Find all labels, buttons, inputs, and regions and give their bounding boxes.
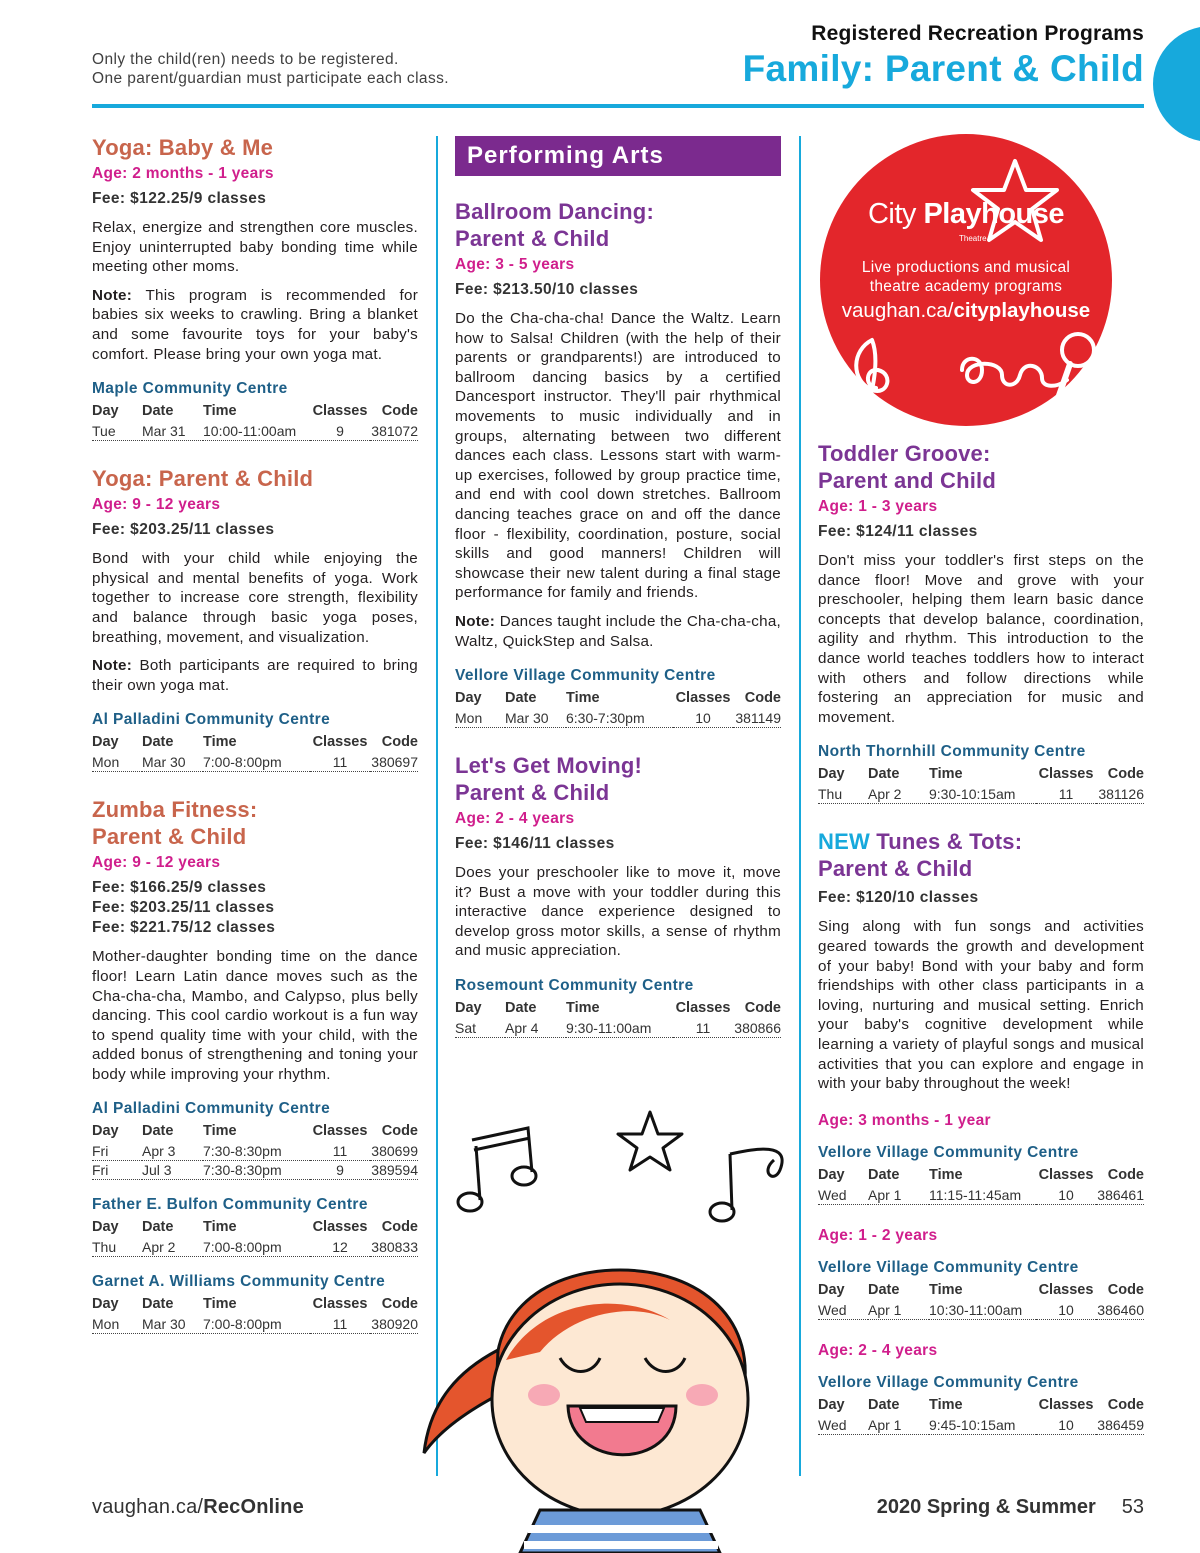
col-day: Day [92,1219,119,1236]
program-description: Sing along with fun songs and activities geared towards the growth and development of your baby! Bond with your baby and form friendships with other class participants in a loving, nurturing and musical setting. Enrich your baby's cognitive development while learning a variety of playful songs and musical activities that you can explore and engage in with your baby throughout the week! [818,918,1144,1093]
col-code: Code [1107,1166,1144,1183]
col-date: Date [142,1296,174,1313]
program-description: Mother-daughter bonding time on the dance floor! Learn Latin dance moves such as the Cha-cha-cha, Mambo, and Calypso, plus belly dancing. This cool cardio workout is a fun way to spend quality time with your child, with the added bonus of strengthening and toning your body while improving your rhythm. [92,948,418,1083]
col-date: Date [142,734,174,751]
location-name: Vellore Village Community Centre [818,1258,1079,1276]
star-icon [618,1112,682,1170]
cell-time: 7:00-8:00pm [203,1238,310,1257]
cell-day: Mon [92,1315,142,1334]
schedule-row [92,1238,418,1257]
cell-date: Mar 30 [142,1315,203,1334]
col-classes: Classes [1038,1166,1094,1183]
col-code: Code [1107,1281,1144,1298]
program-fee: Fee: $146/11 classes [455,835,615,853]
promo-url-link[interactable] [820,299,1112,323]
program-age: Age: 9 - 12 years [92,854,221,872]
program-age: Age: 1 - 2 years [818,1226,938,1244]
program-title-line1: Let's Get Moving! [455,753,643,779]
col-classes: Classes [675,1000,731,1017]
program-note [92,286,418,364]
col-date: Date [868,1281,900,1298]
col-day: Day [455,1000,482,1017]
schedule-row [455,709,781,728]
cell-date: Jul 3 [142,1161,203,1180]
program-title-line2: Parent & Child [818,856,973,882]
program-title: Yoga: Parent & Child [92,466,314,492]
col-code: Code [1107,1396,1144,1413]
schedule-row [818,1416,1144,1435]
music-note-icon [458,1128,536,1211]
schedule-header-row [92,1122,418,1142]
program-title-line2: Parent & Child [92,824,247,850]
col-time: Time [929,1166,963,1183]
promo-theatre-label: Theatre [959,234,987,243]
footer-edition [877,1496,1144,1519]
note-label: Note: [92,657,133,675]
schedule-header-row [92,733,418,753]
schedule-row [92,1142,418,1161]
new-badge: NEW [818,829,870,855]
promo-text-line1: Live productions and musical [861,259,1071,276]
schedule-header-row [455,689,781,709]
cell-date: Apr 3 [142,1142,203,1161]
cell-date: Apr 2 [868,785,929,804]
schedule-header-row [92,1218,418,1238]
col-time: Time [203,1123,237,1140]
cell-classes: 11 [310,1315,370,1334]
cell-time: 7:00-8:00pm [203,1315,310,1334]
program-description: Bond with your child while enjoying the physical and mental benefits of yoga. Work together to increase core strength, flexibility and balance through basic yoga poses, breathing, movement, and visualization. [92,550,418,646]
music-note-icon [710,1149,782,1221]
cell-day: Mon [455,709,505,728]
col-date: Date [505,1000,537,1017]
schedule-table [92,1295,418,1334]
promo-brand [820,198,1112,231]
schedule-header-row [818,765,1144,785]
cell-date: Mar 30 [142,753,203,772]
schedule-row [92,1315,418,1334]
program-yoga-baby-me [92,134,418,441]
col-time: Time [203,403,237,420]
header-divider [92,104,1144,108]
page-number: 53 [1121,1496,1144,1518]
schedule-row [455,1019,781,1038]
location-name: Garnet A. Williams Community Centre [92,1273,386,1291]
col-day: Day [92,734,119,751]
col-code: Code [744,690,781,707]
footer-url-link[interactable] [92,1496,304,1519]
cell-classes: 12 [310,1238,370,1257]
schedule-row [818,1301,1144,1320]
cell-date: Apr 1 [868,1301,929,1320]
note-text: Dances taught include the Cha-cha-cha, Waltz, QuickStep and Salsa. [455,612,781,650]
schedule-header-row [92,402,418,422]
cell-code: 386460 [1097,1301,1144,1318]
col-code: Code [744,1000,781,1017]
location-name: Vellore Village Community Centre [455,667,716,685]
col-date: Date [868,766,900,783]
cell-classes: 10 [673,709,733,728]
page-header [743,22,1144,90]
program-description: Does your preschooler like to move it, move it? Bust a move with your toddler during this interactive dance experience designed to develop gross motor skills, a sense of rhythm and music appreciation. [455,864,781,960]
col-day: Day [818,1166,845,1183]
column-1 [92,134,418,1358]
col-day: Day [818,1396,845,1413]
cell-day: Wed [818,1301,868,1320]
schedule-row [92,753,418,772]
cell-time: 7:30-8:30pm [203,1161,310,1180]
column-2 [455,134,781,1062]
program-title-text: Tunes & Tots: [869,829,1023,855]
col-date: Date [868,1166,900,1183]
program-yoga-parent-child [92,465,418,772]
note-label: Note: [92,286,133,304]
col-time: Time [929,766,963,783]
schedule-table [818,1166,1144,1205]
location-name: Vellore Village Community Centre [818,1373,1079,1391]
program-fee: Fee: $203.25/11 classes [92,521,275,539]
promo-url-bold: cityplayhouse [953,299,1091,322]
promo-text-line2: theatre academy programs [869,278,1063,295]
schedule-table [92,1122,418,1180]
program-toddler-groove [818,440,1144,804]
col-day: Day [92,1123,119,1140]
cell-time: 9:45-10:15am [929,1416,1036,1435]
program-age: Age: 3 - 5 years [455,256,575,273]
program-title-line2: Parent and Child [818,468,996,493]
schedule-row [92,422,418,441]
cell-day: Wed [818,1186,868,1205]
col-time: Time [566,1000,600,1017]
program-fee-1: Fee: $166.25/9 classes [92,879,267,897]
schedule-header-row [818,1166,1144,1186]
cell-code: 380833 [371,1239,418,1256]
program-note [92,656,418,695]
cell-classes: 10 [1036,1186,1096,1205]
col-code: Code [381,1123,418,1140]
col-code: Code [381,1296,418,1313]
cell-classes: 9 [310,1161,370,1180]
col-classes: Classes [675,690,731,707]
cell-code: 386459 [1097,1416,1144,1433]
cell-time: 9:30-10:15am [929,785,1036,804]
schedule-header-row [92,1295,418,1315]
col-classes: Classes [312,734,368,751]
col-date: Date [142,1219,174,1236]
cell-code: 389594 [371,1162,418,1179]
cell-time: 7:00-8:00pm [203,753,310,772]
program-note [455,612,781,651]
col-day: Day [92,1296,119,1313]
cell-day: Sat [455,1019,505,1038]
cell-code: 381072 [371,423,418,440]
page-title: Family: Parent & Child [742,48,1144,89]
cell-code: 380866 [734,1020,781,1037]
location-name: Vellore Village Community Centre [818,1143,1079,1161]
program-fee: Fee: $120/10 classes [818,889,979,907]
col-classes: Classes [312,1123,368,1140]
location-name: North Thornhill Community Centre [818,743,1086,761]
col-day: Day [818,1281,845,1298]
program-lets-get-moving [455,752,781,1038]
program-ballroom-dancing [455,198,781,728]
col-classes: Classes [312,1219,368,1236]
schedule-table [455,689,781,728]
program-fee-2: Fee: $203.25/11 classes [92,899,275,917]
cell-day: Fri [92,1161,142,1180]
col-classes: Classes [312,403,368,420]
col-time: Time [929,1281,963,1298]
cell-classes: 9 [310,422,370,441]
program-title-line2: Parent & Child [455,226,610,251]
program-description: Do the Cha-cha-cha! Dance the Waltz. Learn how to Salsa! Children (with the help of their parents or grandparents!) are introduced to ballroom dancing basics by a certified Dancesport instructor. They'll pair rhythmical movements to music individually and in groups, alternating between two different dances each class. Lessons start with warm-up exercises, followed by group practice time, and end with cool down stretches. Ballroom dancing teaches grace on and off the dance floor - flexibility, coordination, posture, social skills and good manners! Children will showcase their new talent during a final stage performance for family and friends. [455,310,781,602]
cell-time: 9:30-11:00am [566,1019,673,1038]
cell-classes: 11 [310,1142,370,1161]
program-age: Age: 1 - 3 years [818,498,938,515]
cell-day: Tue [92,422,142,441]
col-time: Time [203,1219,237,1236]
singing-child-illustration [420,1100,820,1553]
cell-date: Mar 30 [505,709,566,728]
program-title-line1: Ballroom Dancing: [455,199,654,224]
col-code: Code [1107,766,1144,783]
program-age: Age: 9 - 12 years [92,496,221,514]
cell-day: Thu [92,1238,142,1257]
col-date: Date [505,690,537,707]
cell-date: Apr 1 [868,1416,929,1435]
col-code: Code [381,734,418,751]
promo-brand-light: City [867,198,924,230]
promo-brand-bold: Playhouse [923,198,1065,230]
cell-code: 380697 [371,754,418,771]
col-code: Code [381,1219,418,1236]
program-fees [92,878,418,938]
cell-code: 386461 [1097,1186,1144,1203]
schedule-table [92,733,418,772]
col-date: Date [142,403,174,420]
schedule-header-row [818,1281,1144,1301]
cell-time: 10:00-11:00am [203,422,310,441]
section-tab-marker [1153,26,1200,142]
schedule-row [92,1161,418,1180]
cell-classes: 10 [1036,1301,1096,1320]
program-fee: Fee: $213.50/10 classes [455,281,639,298]
schedule-table [818,765,1144,804]
schedule-row [818,1186,1144,1205]
cell-time: 6:30-7:30pm [566,709,673,728]
program-title-line1: Toddler Groove: [818,441,991,466]
promo-text [820,258,1112,296]
cell-day: Mon [92,753,142,772]
program-age: Age: 2 - 4 years [818,1341,938,1359]
registration-note-line2: One parent/guardian must participate each class. [92,70,449,87]
location-name: Father E. Bulfon Community Centre [92,1196,368,1214]
cell-date: Mar 31 [142,422,203,441]
cell-code: 380920 [371,1316,418,1333]
promo-url-light: vaughan.ca/ [841,299,954,322]
schedule-header-row [818,1396,1144,1416]
location-name: Maple Community Centre [92,380,288,398]
col-classes: Classes [1038,1396,1094,1413]
cell-classes: 10 [1036,1416,1096,1435]
cell-code: 380699 [371,1143,418,1160]
footer-url-bold: RecOnline [203,1496,304,1518]
program-age: Age: 3 months - 1 year [818,1111,991,1129]
cell-day: Thu [818,785,868,804]
location-name: Al Palladini Community Centre [92,1100,331,1118]
program-age: Age: 2 months - 1 years [92,165,274,182]
registration-note-line1: Only the child(ren) needs to be registered. [92,51,399,68]
col-code: Code [381,403,418,420]
col-classes: Classes [312,1296,368,1313]
schedule-table [818,1281,1144,1320]
cell-code: 381126 [1096,785,1144,804]
program-title-line1: Zumba Fitness: [92,797,258,823]
treble-clef-and-microphone-icon [842,330,1102,420]
program-age: Age: 2 - 4 years [455,810,575,828]
program-fee-3: Fee: $221.75/12 classes [92,919,276,937]
cell-time: 10:30-11:00am [929,1301,1036,1320]
note-text: This program is recommended for babies six weeks to crawling. Bring a blanket and some favourite toys for your baby's comfort. Please bring your own yoga mat. [92,286,418,363]
program-tunes-and-tots [818,828,1144,1434]
location-name: Rosemount Community Centre [455,977,694,995]
cell-time: 11:15-11:45am [929,1186,1036,1205]
footer-season: 2020 Spring & Summer [876,1496,1096,1518]
registration-note [92,50,449,88]
cell-day: Fri [92,1142,142,1161]
program-fee: Fee: $122.25/9 classes [92,190,267,207]
col-date: Date [142,1123,174,1140]
cell-time: 7:30-8:30pm [203,1142,310,1161]
schedule-table [92,402,418,441]
col-time: Time [203,1296,237,1313]
schedule-table [455,999,781,1038]
section-kicker: Registered Recreation Programs [811,22,1144,45]
program-fee: Fee: $124/11 classes [818,523,978,540]
cell-code: 381149 [733,709,781,728]
footer-url-light: vaughan.ca/ [92,1496,204,1518]
col-classes: Classes [1038,766,1094,783]
schedule-row [818,785,1144,804]
col-day: Day [455,690,482,707]
cell-classes: 11 [673,1019,733,1038]
location-name: Al Palladini Community Centre [92,711,331,729]
column-3 [818,134,1144,1459]
program-title: Yoga: Baby & Me [92,135,274,160]
schedule-table [818,1396,1144,1435]
col-classes: Classes [1038,1281,1094,1298]
col-day: Day [92,403,119,420]
cell-classes: 11 [1036,785,1096,804]
program-description: Relax, energize and strengthen core muscles. Enjoy uninterrupted baby bonding time while meeting other moms. [92,219,418,276]
col-day: Day [818,766,845,783]
cell-day: Wed [818,1416,868,1435]
program-description: Don't miss your toddler's first steps on the dance floor! Move and grove with your preschooler, helping them learn basic dance concepts that develop balance, coordination, agility and rhythm. This introduction to the dance world teaches toddlers how to interact with others and follow directions while fostering an appreciation for music and movement. [818,552,1144,726]
city-playhouse-promo[interactable] [820,134,1112,426]
cell-date: Apr 4 [505,1019,566,1038]
col-time: Time [203,734,237,751]
schedule-header-row [455,999,781,1019]
program-title-line1 [818,828,1144,855]
col-date: Date [868,1396,900,1413]
note-label: Note: [455,612,496,630]
cell-date: Apr 1 [868,1186,929,1205]
cell-classes: 11 [310,753,370,772]
col-time: Time [566,690,600,707]
cell-date: Apr 2 [142,1238,203,1257]
col-time: Time [929,1396,963,1413]
program-zumba-fitness [92,796,418,1334]
section-banner-performing-arts: Performing Arts [455,136,781,176]
schedule-table [92,1218,418,1257]
note-text: Both participants are required to bring their own yoga mat. [92,657,418,694]
program-title-line2: Parent & Child [455,780,610,806]
